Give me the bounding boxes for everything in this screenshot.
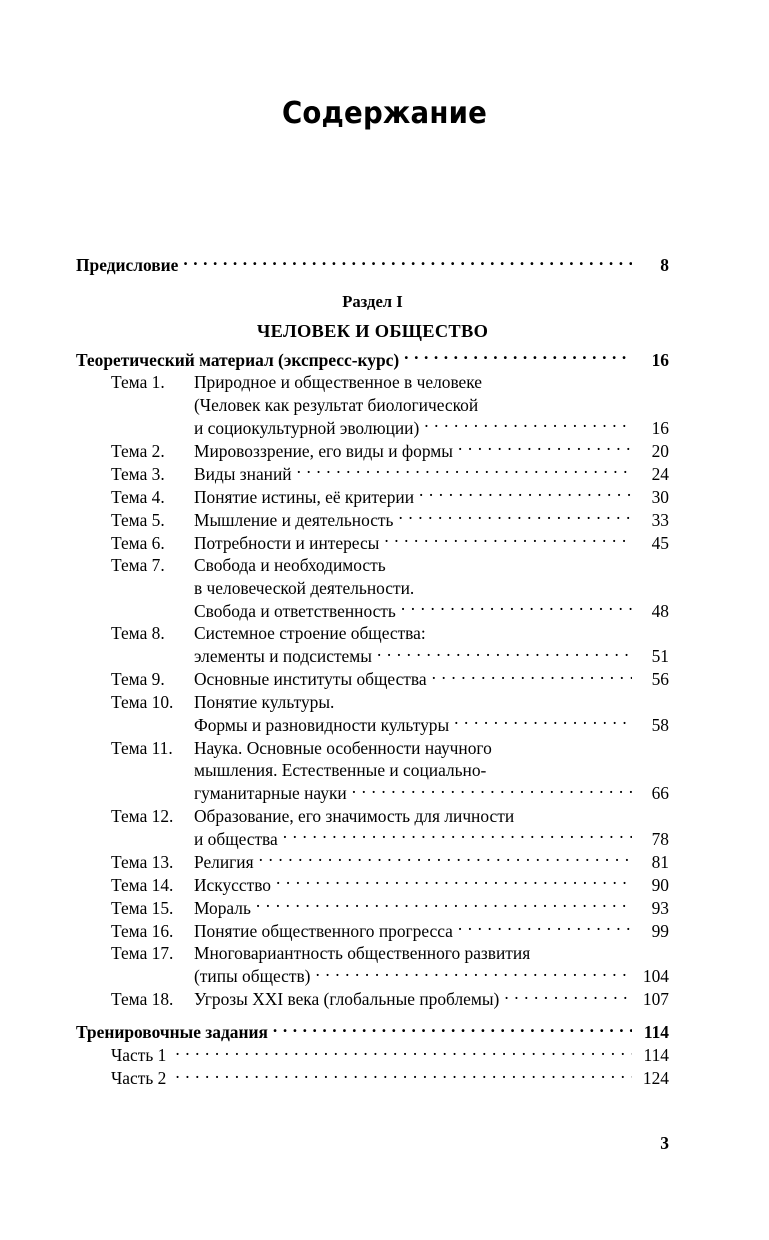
- dot-leader: [352, 782, 632, 799]
- topic-title-line: и социокультурной эволюции): [194, 417, 420, 438]
- toc-entry-topic[interactable]: [76, 599, 669, 622]
- dot-leader: [183, 254, 632, 271]
- toc-entry-topic-continuation: [76, 691, 669, 714]
- toc-entry-topic[interactable]: [76, 919, 669, 942]
- topic-page: 24: [651, 463, 669, 484]
- dot-leader: [454, 714, 632, 731]
- toc-entry-part[interactable]: [76, 1067, 669, 1090]
- topic-page: 56: [651, 669, 669, 690]
- toc-entry-topic-continuation: [76, 394, 669, 417]
- topic-title-line: Религия: [194, 851, 254, 872]
- topic-page: 93: [651, 897, 669, 918]
- spacer: [76, 277, 669, 291]
- topic-label: Тема 15.: [111, 897, 174, 918]
- toc-entry-part[interactable]: [76, 1044, 669, 1067]
- topic-label: Тема 17.: [111, 943, 174, 964]
- section-name: ЧЕЛОВЕК И ОБЩЕСТВО: [256, 320, 489, 341]
- toc-entry-topic[interactable]: [76, 531, 669, 554]
- toc-entry-topic[interactable]: [76, 462, 669, 485]
- toc-entry-topic[interactable]: [76, 668, 669, 691]
- toc-entry-topic[interactable]: [76, 896, 669, 919]
- toc-entry-topic[interactable]: [76, 850, 669, 873]
- topic-label: Тема 4.: [111, 486, 165, 507]
- dot-leader: [401, 599, 632, 616]
- topic-label: Тема 2.: [111, 440, 165, 461]
- dot-leader: [315, 965, 632, 982]
- topic-title-line: Понятие общественного прогресса: [194, 920, 453, 941]
- topic-page: 20: [651, 440, 669, 461]
- dot-leader: [419, 485, 632, 502]
- page-number: 3: [660, 1133, 669, 1153]
- dot-leader: [283, 827, 632, 844]
- topic-page: 104: [642, 966, 669, 987]
- toc-entry-topic[interactable]: [76, 508, 669, 531]
- topic-title-line: Искусство: [194, 874, 272, 895]
- topic-title-line: Виды знаний: [194, 463, 292, 484]
- toc-entry-topic[interactable]: [76, 645, 669, 668]
- toc-entry-topic[interactable]: [76, 439, 669, 462]
- topic-title-line: Основные институты общества: [194, 669, 427, 690]
- topic-label: Тема 11.: [111, 737, 173, 758]
- part-list: [76, 1044, 669, 1090]
- topic-page: 78: [651, 828, 669, 849]
- topic-label: Тема 12.: [111, 805, 174, 826]
- toc-entry-topic-continuation: [76, 554, 669, 577]
- dot-leader: [273, 1021, 632, 1038]
- dot-leader: [424, 416, 632, 433]
- topic-page: 58: [651, 714, 669, 735]
- toc-entry-page: 16: [651, 349, 669, 370]
- topic-page: 66: [651, 783, 669, 804]
- topic-title-line: Мировоззрение, его виды и формы: [194, 440, 453, 461]
- topic-page: 33: [651, 509, 669, 530]
- topic-label: Тема 9.: [111, 669, 165, 690]
- topic-label: Тема 1.: [111, 372, 165, 393]
- part-label: Часть 2: [111, 1068, 167, 1089]
- topic-page: 51: [651, 646, 669, 667]
- topic-title-line: Системное строение общества:: [194, 623, 426, 644]
- dot-leader: [404, 348, 632, 365]
- toc-entry-topic[interactable]: [76, 965, 669, 988]
- toc-entry-preface[interactable]: [76, 254, 669, 277]
- topic-title-line: Понятие истины, её критерии: [194, 486, 415, 507]
- topic-title-line: Мораль: [194, 897, 251, 918]
- toc-entry-topic-continuation: [76, 759, 669, 782]
- topic-label: Тема 8.: [111, 623, 165, 644]
- topic-list: [76, 371, 669, 1011]
- toc-entry-training[interactable]: [76, 1021, 669, 1044]
- part-label: Часть 1: [111, 1045, 167, 1066]
- toc-entry-theory[interactable]: [76, 348, 669, 371]
- dot-leader: [458, 919, 632, 936]
- dot-leader: [259, 850, 632, 867]
- topic-title-line: Природное и общественное в человеке: [194, 372, 483, 393]
- topic-title-line: Свобода и ответственность: [194, 600, 396, 621]
- topic-title-line: элементы и подсистемы: [194, 646, 372, 667]
- toc-entry-topic-continuation: [76, 371, 669, 394]
- toc-entry-topic-continuation: [76, 942, 669, 965]
- part-page: 114: [643, 1045, 669, 1066]
- topic-label: Тема 3.: [111, 463, 165, 484]
- dot-leader: [297, 462, 632, 479]
- toc-entry-topic-continuation: [76, 805, 669, 828]
- topic-label: Тема 5.: [111, 509, 165, 530]
- dot-leader: [384, 531, 632, 548]
- dot-leader: [175, 1067, 632, 1084]
- toc-entry-topic[interactable]: [76, 416, 669, 439]
- topic-title-line: (типы обществ): [194, 966, 311, 987]
- topic-title-line: Наука. Основные особенности научного: [194, 737, 492, 758]
- topic-title-line: (Человек как результат биологической: [194, 394, 479, 415]
- topic-page: 107: [642, 989, 669, 1010]
- topic-page: 16: [651, 417, 669, 438]
- topic-page: 99: [651, 920, 669, 941]
- toc-entry-topic[interactable]: [76, 714, 669, 737]
- topic-title-line: Формы и разновидности культуры: [194, 714, 450, 735]
- toc-entry-page: 8: [660, 255, 669, 276]
- toc-entry-topic-continuation: [76, 622, 669, 645]
- topic-label: Тема 10.: [111, 691, 174, 712]
- dot-leader: [398, 508, 632, 525]
- toc-entry-topic[interactable]: [76, 827, 669, 850]
- topic-title-line: мышления. Естественные и социально-: [194, 760, 487, 781]
- topic-label: Тема 18.: [111, 989, 174, 1010]
- dot-leader: [432, 668, 632, 685]
- toc-content: [76, 254, 669, 1090]
- topic-title-line: гуманитарные науки: [194, 783, 347, 804]
- topic-label: Тема 7.: [111, 555, 165, 576]
- dot-leader: [377, 645, 632, 662]
- topic-page: 30: [651, 486, 669, 507]
- topic-title-line: Образование, его значимость для личности: [194, 805, 515, 826]
- toc-entry-label: Тренировочные задания: [76, 1022, 268, 1043]
- spacer: [76, 1011, 669, 1021]
- topic-label: Тема 6.: [111, 532, 165, 553]
- toc-entry-topic[interactable]: [76, 782, 669, 805]
- topic-title-line: Мышление и деятельность: [194, 509, 394, 530]
- dot-leader: [256, 896, 632, 913]
- topic-label: Тема 14.: [111, 874, 174, 895]
- part-page: 124: [642, 1068, 669, 1089]
- toc-entry-topic-continuation: [76, 577, 669, 600]
- topic-title-line: Свобода и необходимость: [194, 555, 386, 576]
- section-number: Раздел I: [342, 291, 403, 311]
- topic-label: Тема 13.: [111, 851, 174, 872]
- toc-entry-topic[interactable]: [76, 485, 669, 508]
- topic-page: 48: [651, 600, 669, 621]
- toc-entry-label: Предисловие: [76, 255, 179, 276]
- toc-entry-topic[interactable]: [76, 873, 669, 896]
- toc-entry-topic[interactable]: [76, 988, 669, 1011]
- topic-title-line: Многовариантность общественного развития: [194, 943, 531, 964]
- dot-leader: [458, 439, 632, 456]
- toc-entry-topic-continuation: [76, 737, 669, 760]
- dot-leader: [504, 988, 632, 1005]
- topic-page: 90: [651, 874, 669, 895]
- page-title: Содержание: [281, 96, 488, 131]
- topic-title-line: Угрозы XXI века (глобальные проблемы): [194, 989, 500, 1010]
- topic-page: 45: [651, 532, 669, 553]
- dot-leader: [276, 873, 632, 890]
- topic-title-line: в человеческой деятельности.: [194, 577, 415, 598]
- topic-title-line: и общества: [194, 828, 278, 849]
- topic-title-line: Понятие культуры.: [194, 691, 335, 712]
- toc-entry-label: Теоретический материал (экспресс-курс): [76, 349, 400, 370]
- dot-leader: [175, 1044, 632, 1061]
- topic-label: Тема 16.: [111, 920, 174, 941]
- toc-entry-page: 114: [643, 1022, 669, 1043]
- topic-title-line: Потребности и интересы: [194, 532, 380, 553]
- topic-page: 81: [651, 851, 669, 872]
